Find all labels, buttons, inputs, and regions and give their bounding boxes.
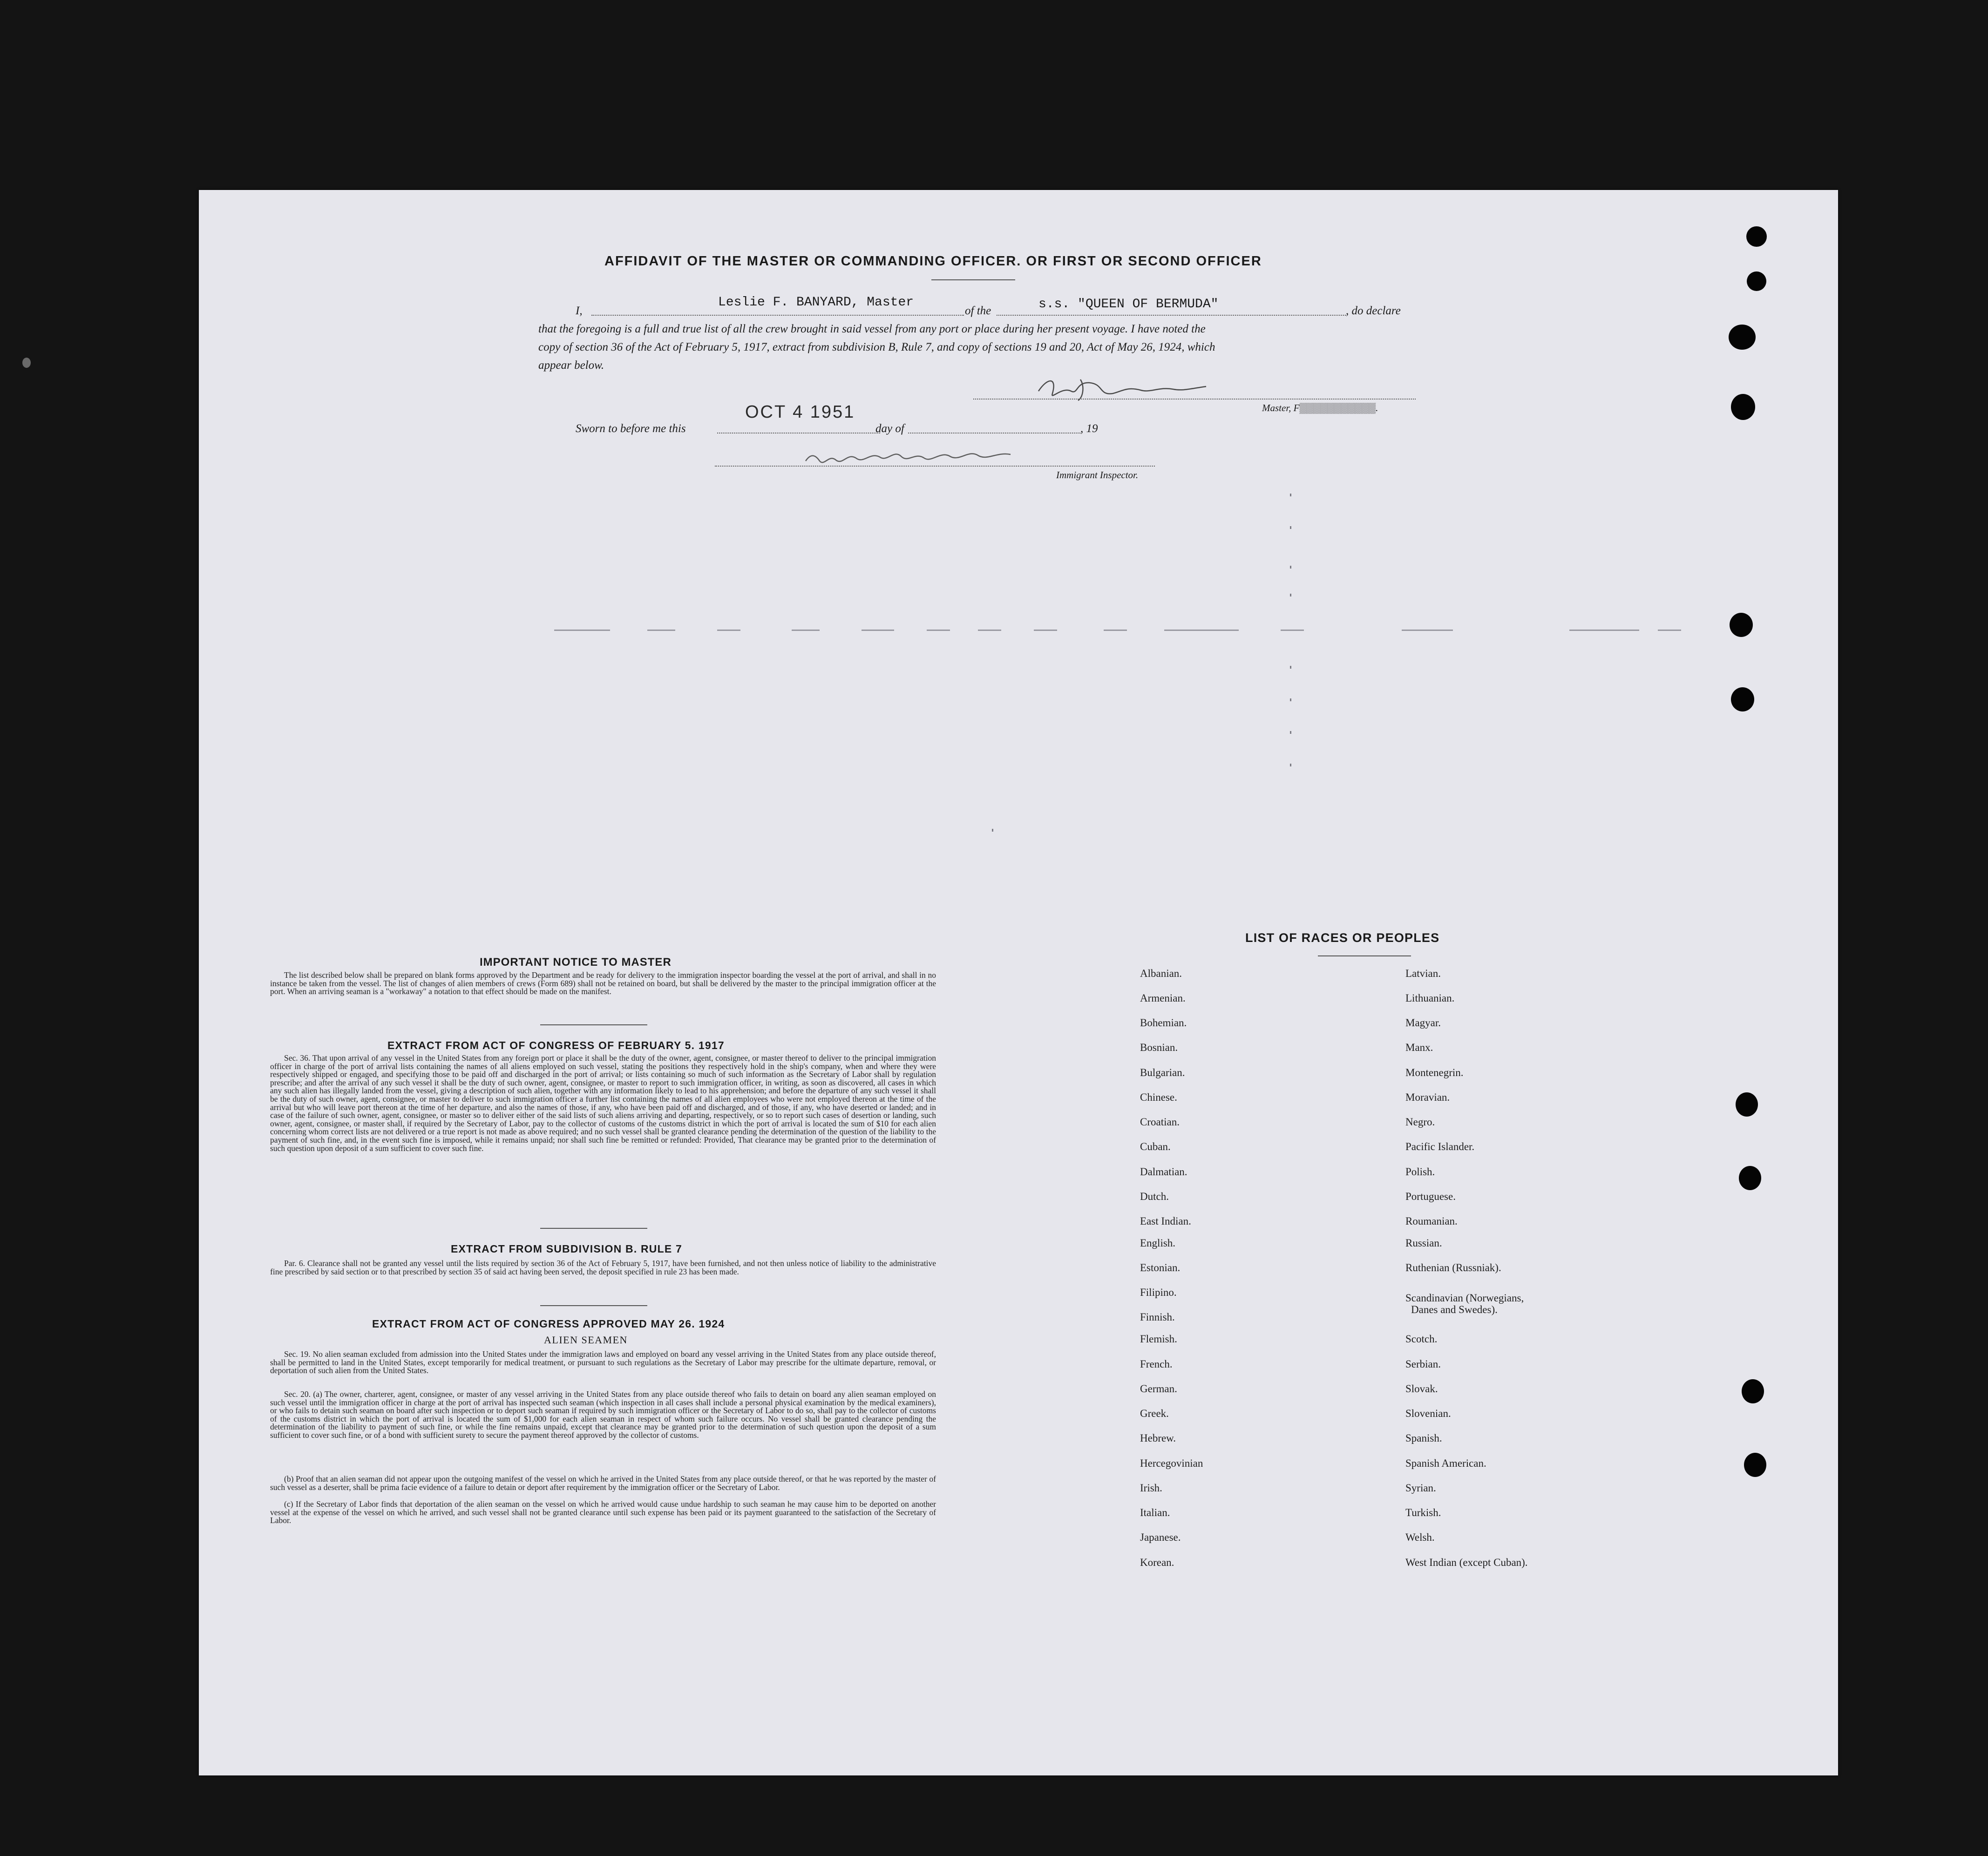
race-item: Greek. [1140, 1408, 1169, 1419]
notice-body: The list described below shall be prepared on blank forms approved by the Department and be ready for delivery to the immigration inspector boarding the vessel at the port of arrival, and shall in no instance be taken from the vessel. The list of changes of alien members of crews (Form 689) shall not be retained on board, but shall be delivered by the master to the principal immigration officer at the port. When an arriving seaman is a "workaway" a notation to that effect should be made on the manifest. [270, 970, 936, 996]
faint-ruling [978, 630, 1001, 631]
race-item: Ruthenian (Russniak). [1405, 1262, 1501, 1273]
extract-1917-rule [540, 1228, 647, 1229]
race-item: Finnish. [1140, 1311, 1175, 1323]
faint-ruling [1104, 630, 1127, 631]
binder-hole [1742, 1379, 1764, 1403]
faint-mark [1290, 526, 1291, 529]
master-signature [1034, 373, 1211, 405]
faint-mark [1290, 566, 1291, 569]
race-item: Hebrew. [1140, 1432, 1176, 1444]
master-name-line [591, 315, 964, 316]
of-the-label: of the [965, 305, 991, 317]
race-item: Irish. [1140, 1482, 1162, 1494]
affidavit-line-3: copy of section 36 of the Act of February 5, 1917, extract from subdivision B, Rule 7, and copy of sections 19 and 20, Act of May 26, 1924, which [538, 341, 1215, 353]
faint-ruling [647, 630, 675, 631]
race-item: East Indian. [1140, 1215, 1191, 1227]
vessel-name: s.s. "QUEEN OF BERMUDA" [1038, 297, 1219, 312]
race-item: German. [1140, 1383, 1177, 1395]
race-item: English. [1140, 1237, 1176, 1249]
faint-ruling [717, 630, 740, 631]
month-line [908, 433, 1080, 434]
race-item: Magyar. [1405, 1017, 1441, 1029]
faint-ruling [1034, 630, 1057, 631]
scan-mark [22, 358, 31, 368]
faint-ruling [554, 630, 610, 631]
do-declare-label: , do declare [1346, 305, 1401, 317]
race-item: Bulgarian. [1140, 1067, 1185, 1078]
affidavit-title: AFFIDAVIT OF THE MASTER OR COMMANDING OFFICER. OR FIRST OR SECOND OFFICER [604, 254, 1262, 269]
faint-mark [1290, 698, 1291, 701]
extract-1924-sec-19: Sec. 19. No alien seaman excluded from admission into the United States under the immigration laws and employed on board any vessel arriving in the United States from any place outside thereof, shall be permitted to land in the United States, except temporarily for medical treatment, or pursuant to such regulations as the Secretary of Labor may prescribe for the ultimate departure, removal, or deportation of such alien from the United States. [270, 1349, 936, 1375]
faint-ruling [927, 630, 950, 631]
race-item: Chinese. [1140, 1091, 1177, 1103]
binder-hole [1739, 1166, 1761, 1190]
race-item: Pacific Islander. [1405, 1141, 1475, 1152]
faint-mark [1290, 494, 1291, 496]
faint-mark [1290, 731, 1291, 734]
race-item: Filipino. [1140, 1287, 1177, 1298]
race-item: Turkish. [1405, 1507, 1441, 1518]
race-item: Syrian. [1405, 1482, 1436, 1494]
race-item: Welsh. [1405, 1531, 1435, 1543]
race-item: Japanese. [1140, 1531, 1181, 1543]
race-item: Serbian. [1405, 1358, 1441, 1370]
faint-mark [1290, 594, 1291, 596]
race-item: Croatian. [1140, 1116, 1180, 1128]
race-item: Spanish. [1405, 1432, 1442, 1444]
inspector-caption: Immigrant Inspector. [1056, 469, 1139, 481]
faint-ruling [1164, 630, 1239, 631]
inspector-signature-line [715, 466, 1155, 467]
race-item: Scandinavian (Norwegians, [1405, 1292, 1524, 1304]
races-title: LIST OF RACES OR PEOPLES [1245, 931, 1440, 945]
race-item: Cuban. [1140, 1141, 1171, 1152]
race-item: Spanish American. [1405, 1457, 1486, 1469]
extract-1917-body: Sec. 36. That upon arrival of any vessel in the United States from any foreign port or place it shall be the duty of the owner, agent, consignee, or master thereof to deliver to the principal immigration officer in charge of the port of arrival lists containing the names of all aliens employed on such vessel, stating the positions they respectively hold in the ship's company, when and where they were respectively shipped or engaged, and specifying those to be paid off and discharged in the port of arrival; or lists containing so much of such information as the Secretary of Labor shall by regulation prescribe; and after the arrival of any such vessel it shall be the duty of such owner, agent, consignee, or master to report to such immigration officer, in writing, as soon as discovered, all cases in which any such alien has illegally landed from the vessel, giving a description of such alien, together with any information likely to lead to his apprehension; and before the departure of any such vessel it shall be the duty of such owner, agent, consignee, or master to deliver to such immigration officer a further list containing the names of all alien employees who were not employed thereon at the time of the arrival but who will leave port thereon at the time of her departure, and also the names of those, if any, who have been paid off and discharged, and of those, if any, who have deserted or landed; and in case of the failure of such owner, agent, consignee, or master so to deliver either of the said lists of such aliens arriving and departing, respectively, or so to report such cases of desertion or landing, such owner, agent, consignee, or master shall, if required by the Secretary of Labor, pay to the collector of customs of the customs district in which the port of arrival is located the sum of $10 for each alien concerning whom correct lists are not delivered or a true report is not made as above required; and no such vessel shall be granted clearance pending the determination of the question of the liability to the payment of such fine, and, in the event such fine is imposed, while it remains unpaid; nor shall such fine be remitted or refunded: Provided, That clearance may be granted prior to the determination of such question upon deposit of a sum sufficient to cover such fine. [270, 1053, 936, 1153]
binder-hole [1744, 1453, 1766, 1477]
faint-mark [1290, 666, 1291, 669]
race-item: Roumanian. [1405, 1215, 1458, 1227]
race-item: Lithuanian. [1405, 992, 1455, 1004]
faint-ruling [1402, 630, 1453, 631]
race-item: Latvian. [1405, 968, 1441, 979]
binder-hole [1730, 613, 1753, 637]
race-item: Danes and Swedes). [1411, 1304, 1498, 1315]
alien-seamen-heading: ALIEN SEAMEN [544, 1334, 628, 1346]
race-item: Hercegovinian [1140, 1457, 1203, 1469]
race-item: Bohemian. [1140, 1017, 1187, 1029]
faint-ruling [862, 630, 894, 631]
binder-hole [1731, 394, 1755, 420]
day-of-label: day of [875, 422, 904, 435]
race-item: Albanian. [1140, 968, 1182, 979]
races-rule [1318, 955, 1411, 956]
extract-1924-sec-20a: Sec. 20. (a) The owner, charterer, agent, consignee, or master of any vessel arriving in the United States from any place outside thereof who fails to detain on board any alien seaman employed on such vessel until the immigration officer in charge at the port of arrival has inspected such seaman (which inspection in all cases shall include a personal physical examination by the medical examiners), or who fails to detain such seaman on board after such inspection or to deport such seaman if required by such immigration officer or the Secretary of Labor to do so, shall pay to the collector of customs of the customs district in which the port of arrival is located the sum of $1,000 for each alien seaman in respect of whom such failure occurs. No vessel shall be granted clearance pending the determination of the liability to payment of such fine, or while the fine remains unpaid, except that clearance may be granted prior to the determination of such question upon the deposit of a sum sufficient to cover such fine, or of a bond with sufficient surety to secure the payment thereof approved by the collector of customs. [270, 1389, 936, 1440]
faint-ruling [1569, 630, 1639, 631]
race-item: Negro. [1405, 1116, 1435, 1128]
race-item: Flemish. [1140, 1333, 1177, 1345]
rule-7-body: Par. 6. Clearance shall not be granted any vessel until the lists required by section 36 of the Act of February 5, 1917, have been furnished, and not then unless notice of liability to the administrative fine prescribed by said section or to that prescribed by section 35 of said act having been served, the deposit specified in rule 23 has been made. [270, 1259, 936, 1276]
faint-ruling [792, 630, 820, 631]
vessel-line [997, 315, 1346, 316]
sworn-label: Sworn to before me this [576, 422, 686, 435]
race-item: Manx. [1405, 1042, 1433, 1053]
master-caption: Master, F▒▒▒▒▒▒▒▒▒▒▒. [1262, 402, 1378, 413]
notice-rule [540, 1024, 647, 1025]
notice-title: IMPORTANT NOTICE TO MASTER [480, 956, 672, 969]
race-item: Slovak. [1405, 1383, 1438, 1395]
race-item: Polish. [1405, 1166, 1435, 1178]
affidavit-line-4: appear below. [538, 359, 604, 372]
race-item: Slovenian. [1405, 1408, 1451, 1419]
binder-hole [1746, 226, 1767, 247]
race-item: Dalmatian. [1140, 1166, 1187, 1178]
faint-mark [992, 829, 993, 832]
race-item: Estonian. [1140, 1262, 1181, 1273]
race-item: Armenian. [1140, 992, 1186, 1004]
extract-1924-title: EXTRACT FROM ACT OF CONGRESS APPROVED MAY 26. 1924 [372, 1318, 725, 1330]
binder-hole [1729, 325, 1756, 350]
master-name: Leslie F. BANYARD, Master [718, 295, 914, 310]
race-item: Bosnian. [1140, 1042, 1178, 1053]
extract-1917-title: EXTRACT FROM ACT OF CONGRESS OF FEBRUARY 5. 1917 [387, 1039, 725, 1051]
race-item: Dutch. [1140, 1191, 1169, 1202]
affidavit-line-2: that the foregoing is a full and true list of all the crew brought in said vessel from any port or place during her present voyage. I have noted the [538, 323, 1206, 335]
sworn-date-line [717, 433, 880, 434]
rule-7-title: EXTRACT FROM SUBDIVISION B. RULE 7 [451, 1243, 682, 1255]
binder-hole [1731, 687, 1754, 711]
rule-7-rule [540, 1305, 647, 1306]
binder-hole [1747, 271, 1766, 291]
faint-mark [1290, 764, 1291, 766]
sworn-date-stamp: OCT 4 1951 [745, 402, 855, 422]
binder-hole [1736, 1092, 1758, 1117]
race-item: Moravian. [1405, 1091, 1450, 1103]
year-label: , 19 [1080, 422, 1098, 435]
race-item: Portuguese. [1405, 1191, 1456, 1202]
race-item: Korean. [1140, 1557, 1174, 1568]
declarant-label: I, [576, 305, 583, 317]
faint-ruling [1658, 630, 1681, 631]
race-item: Italian. [1140, 1507, 1170, 1518]
race-item: Montenegrin. [1405, 1067, 1464, 1078]
faint-ruling [1281, 630, 1304, 631]
race-item: French. [1140, 1358, 1173, 1370]
race-item: West Indian (except Cuban). [1405, 1557, 1528, 1568]
title-rule [931, 279, 1015, 280]
race-item: Russian. [1405, 1237, 1442, 1249]
extract-1924-sec-20c: (c) If the Secretary of Labor finds that deportation of the alien seaman on the vessel on which he arrived would cause undue hardship to such seaman he may cause him to be deported on another vessel at the expense of the vessel on which he arrived, and such vessel shall not be granted clearance until such expense has been paid or its payment guaranteed to the satisfaction of the Secretary of Labor. [270, 1499, 936, 1525]
extract-1924-sec-20b: (b) Proof that an alien seaman did not appear upon the outgoing manifest of the vessel on which he arrived in the United States from any place outside thereof, or that he was reported by the master of such vessel as a deserter, shall be prima facie evidence of a failure to detain or deport after requirement by the immigration officer or the Secretary of Labor. [270, 1474, 936, 1492]
race-item: Scotch. [1405, 1333, 1438, 1345]
